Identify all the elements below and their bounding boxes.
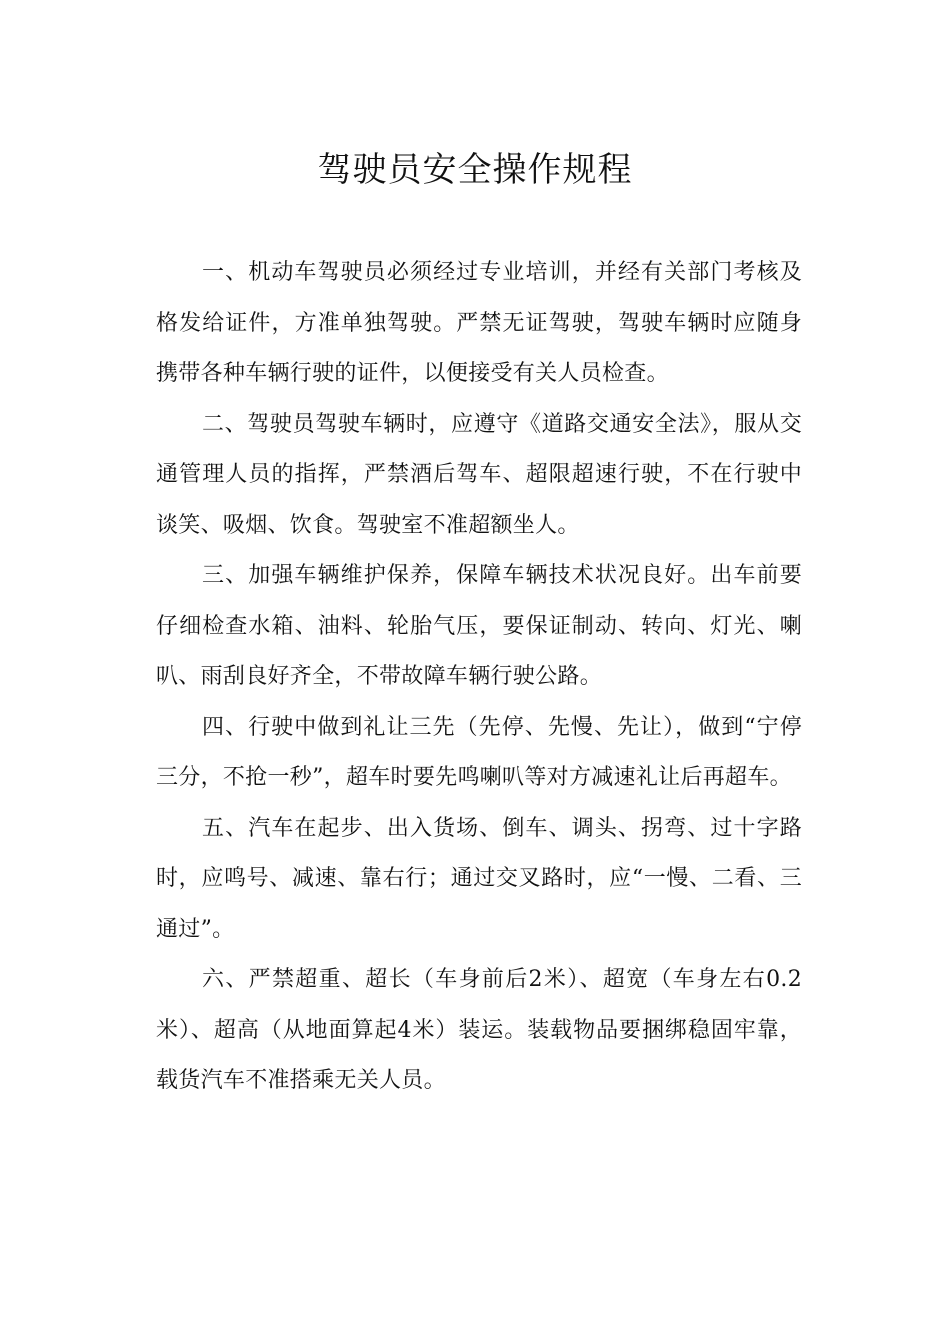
- paragraph-2: 二、驾驶员驾驶车辆时，应遵守《道路交通安全法》，服从交通管理人员的指挥，严禁酒后驾车、超限超速行驶，不在行驶中谈笑、吸烟、饮食。驾驶室不准超额坐人。: [156, 411, 802, 538]
- paragraph-3: 三、加强车辆维护保养，保障车辆技术状况良好。出车前要仔细检查水箱、油料、轮胎气压，要保证制动、转向、灯光、喇叭、雨刮良好齐全，不带故障车辆行驶公路。: [156, 563, 802, 689]
- paragraph-4: 四、行驶中做到礼让三先（先停、先慢、先让），做到“宁停三分，不抢一秒”，超车时要先鸣喇叭等对方减速礼让后再超车。: [156, 714, 802, 790]
- document-body: [156, 248, 802, 1107]
- paragraph-1: 一、机动车驾驶员必须经过专业培训，并经有关部门考核及格发给证件，方准单独驾驶。严禁无证驾驶，驾驶车辆时应随身携带各种车辆行驶的证件，以便接受有关人员检查。: [156, 260, 802, 386]
- paragraph-6: 六、严禁超重、超长（车身前后2米）、超宽（车身左右0.2米）、超高（从地面算起4米）装运。装载物品要捆绑稳固牢靠，载货汽车不准搭乘无关人员。: [156, 967, 802, 1093]
- document-title: 驾驶员安全操作规程: [317, 150, 633, 190]
- paragraph-5: 五、汽车在起步、出入货场、倒车、调头、拐弯、过十字路时，应鸣号、减速、靠右行；通过交叉路时，应“一慢、二看、三通过”。: [156, 815, 802, 942]
